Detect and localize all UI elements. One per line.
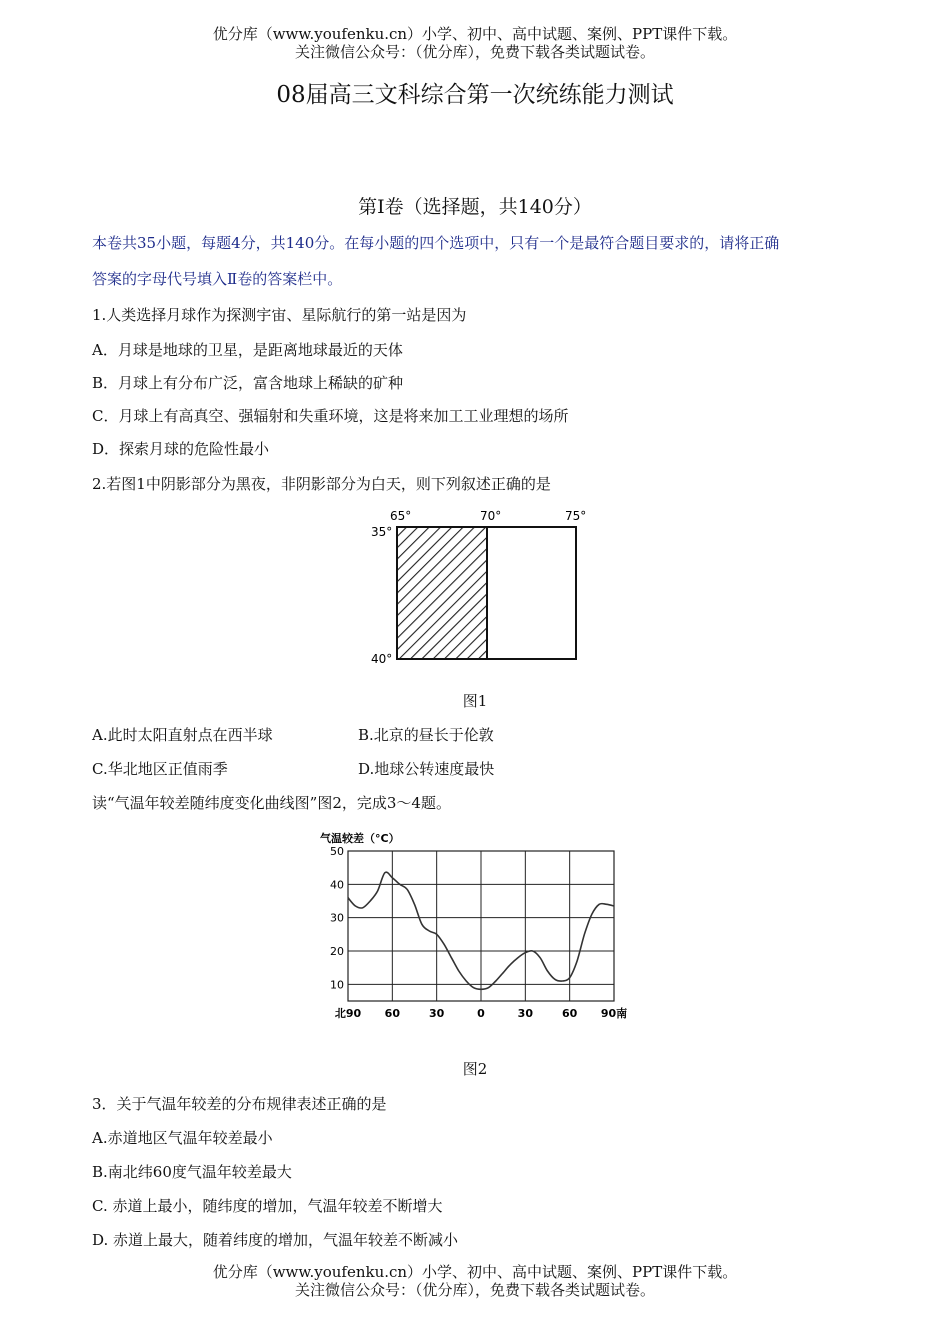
y-tick-label: 40 <box>330 878 344 892</box>
x-tick-label: 北90 <box>334 1007 362 1020</box>
q1-stem: 1.人类选择月球作为探测宇宙、星际航行的第一站是因为 <box>92 306 467 324</box>
q1-option-c: C．月球上有高真空、强辐射和失重环境，这是将来加工工业理想的场所 <box>92 407 569 425</box>
q3-option-c: C. 赤道上最小，随纬度的增加，气温年较差不断增大 <box>92 1197 443 1215</box>
night-region <box>397 527 487 659</box>
y-tick-label: 30 <box>330 911 344 925</box>
q2-option-c: C.华北地区正值雨季 <box>92 760 228 778</box>
footer-line-2: 关注微信公众号：（优分库），免费下载各类试题试卷。 <box>294 1281 655 1299</box>
fig1-label-35: 35° <box>371 525 393 539</box>
q2-option-a: A.此时太阳直射点在西半球 <box>92 726 273 744</box>
figure-2-caption: 图2 <box>462 1060 488 1078</box>
q3-option-b: B.南北纬60度气温年较差最大 <box>92 1163 292 1181</box>
x-tick-label: 0 <box>477 1007 485 1020</box>
x-tick-label: 60 <box>384 1007 400 1020</box>
q1-option-b: B．月球上有分布广泛，富含地球上稀缺的矿种 <box>92 374 404 392</box>
intro-line-1: 本卷共35小题，每题4分，共140分。在每小题的四个选项中，只有一个是最符合题目要求的，请将正确 <box>92 234 780 252</box>
intro-line-2: 答案的字母代号填入Ⅱ卷的答案栏中。 <box>92 270 343 288</box>
page-title: 08届高三文科综合第一次统练能力测试 <box>276 82 674 108</box>
q1-option-d: D．探索月球的危险性最小 <box>92 440 270 458</box>
header-line-2: 关注微信公众号：（优分库），免费下载各类试题试卷。 <box>294 43 655 61</box>
q3-option-a: A.赤道地区气温年较差最小 <box>92 1129 273 1147</box>
header-line-1: 优分库（www.youfenku.cn）小学、初中、高中试题、案例、PPT课件下载。 <box>212 25 738 43</box>
q3-option-d: D. 赤道上最大，随着纬度的增加，气温年较差不断减小 <box>92 1231 459 1249</box>
fig1-label-75: 75° <box>565 509 587 523</box>
figure-1-caption: 图1 <box>462 692 488 710</box>
figure-2-chart <box>318 826 638 1026</box>
read-prompt: 读“气温年较差随纬度变化曲线图”图2，完成3～4题。 <box>92 794 451 812</box>
day-region <box>487 527 576 659</box>
y-tick-label: 20 <box>330 945 344 958</box>
figure-1 <box>360 505 600 675</box>
fig1-label-40: 40° <box>371 652 393 666</box>
q3-stem: 3．关于气温年较差的分布规律表述正确的是 <box>92 1095 387 1113</box>
y-tick-label: 50 <box>330 845 344 858</box>
x-tick-label: 90南 <box>600 1007 628 1020</box>
q1-option-a: A．月球是地球的卫星，是距离地球最近的天体 <box>92 341 403 359</box>
q2-stem: 2.若图1中阴影部分为黑夜，非阴影部分为白天，则下列叙述正确的是 <box>92 475 551 493</box>
fig1-label-65: 65° <box>390 509 412 523</box>
x-tick-label: 30 <box>429 1007 445 1020</box>
x-tick-label: 60 <box>562 1007 578 1020</box>
fig1-label-70: 70° <box>480 509 502 523</box>
chart-ylabel: 气温较差（°C） <box>320 832 400 845</box>
footer-line-1: 优分库（www.youfenku.cn）小学、初中、高中试题、案例、PPT课件下载。 <box>212 1263 738 1281</box>
section-title: 第Ⅰ卷（选择题，共140分） <box>358 196 592 218</box>
y-tick-label: 10 <box>330 978 344 992</box>
q2-option-d: D.地球公转速度最快 <box>358 760 495 778</box>
x-tick-label: 30 <box>517 1007 533 1020</box>
q2-option-b: B.北京的昼长于伦敦 <box>358 726 494 744</box>
